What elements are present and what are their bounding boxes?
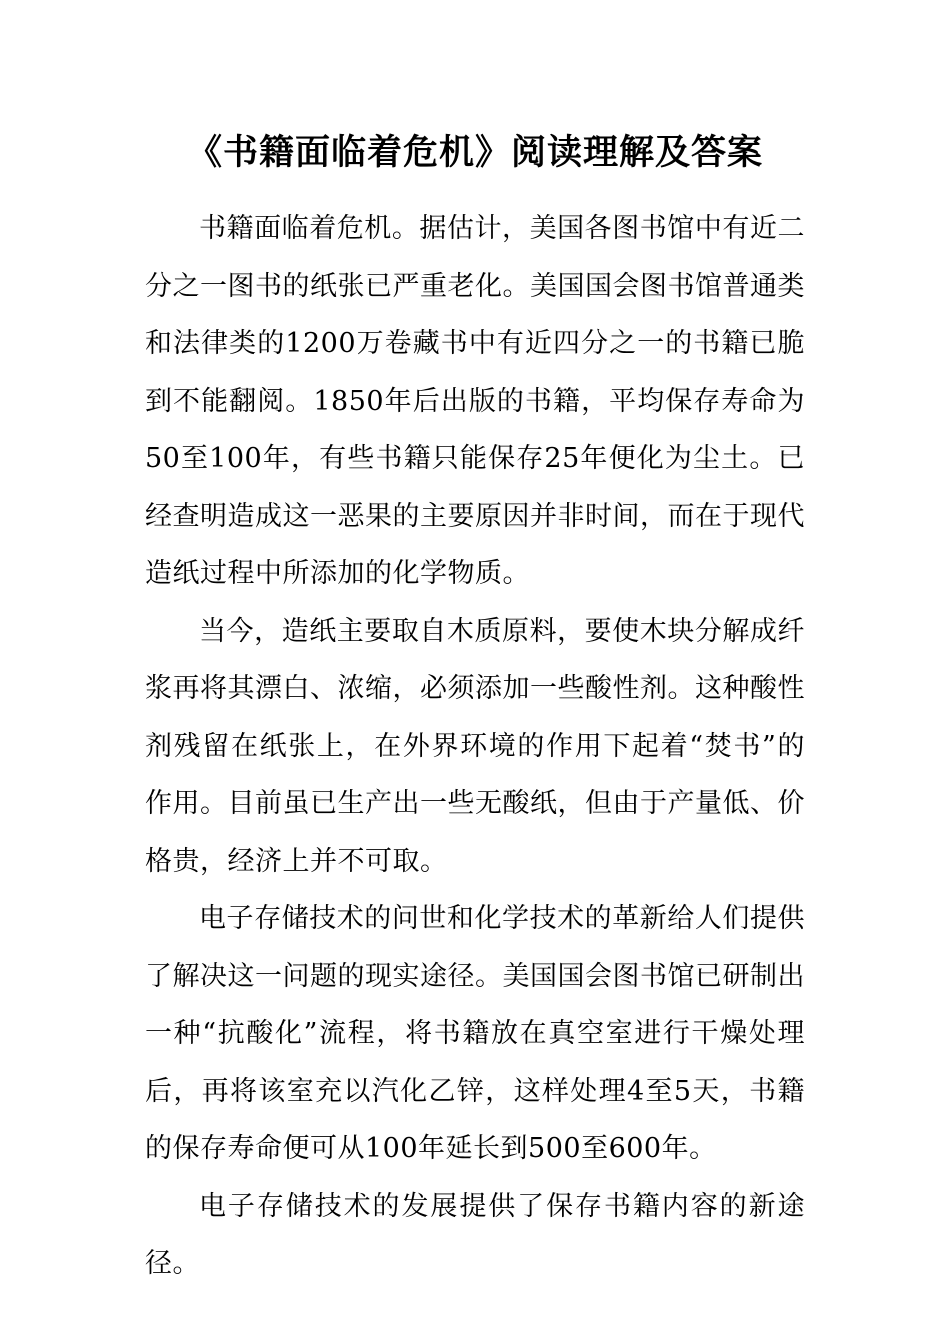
paragraph: 电子存储技术的问世和化学技术的革新给人们提供了解决这一问题的现实途径。美国国会图书馆已研制出一种“抗酸化”流程，将书籍放在真空室进行干燥处理后，再将该室充以汽化乙锌，这样处理4至5天，书籍的保存寿命便可从100年延长到500至600年。 bbox=[145, 903, 805, 1164]
paragraph: 当今，造纸主要取自木质原料，要使木块分解成纤浆再将其漂白、浓缩，必须添加一些酸性剂。这种酸性剂残留在纸张上，在外界环境的作用下起着“焚书”的作用。目前虽已生产出一些无酸纸，但由于产量低、价格贵，经济上并不可取。 bbox=[145, 615, 805, 877]
document-title: 《书籍面临着危机》阅读理解及答案 bbox=[186, 133, 763, 173]
document-body bbox=[145, 200, 805, 1293]
paragraph: 书籍面临着危机。据估计，美国各图书馆中有近二分之一图书的纸张已严重老化。美国国会图书馆普通类和法律类的1200万卷藏书中有近四分之一的书籍已脆到不能翻阅。1850年后出版的书籍，平均保存寿命为50至100年，有些书籍只能保存25年便化为尘土。已经查明造成这一恶果的主要原因并非时间，而在于现代造纸过程中所添加的化学物质。 bbox=[145, 213, 805, 589]
paragraph: 电子存储技术的发展提供了保存书籍内容的新途径。 bbox=[145, 1190, 805, 1279]
